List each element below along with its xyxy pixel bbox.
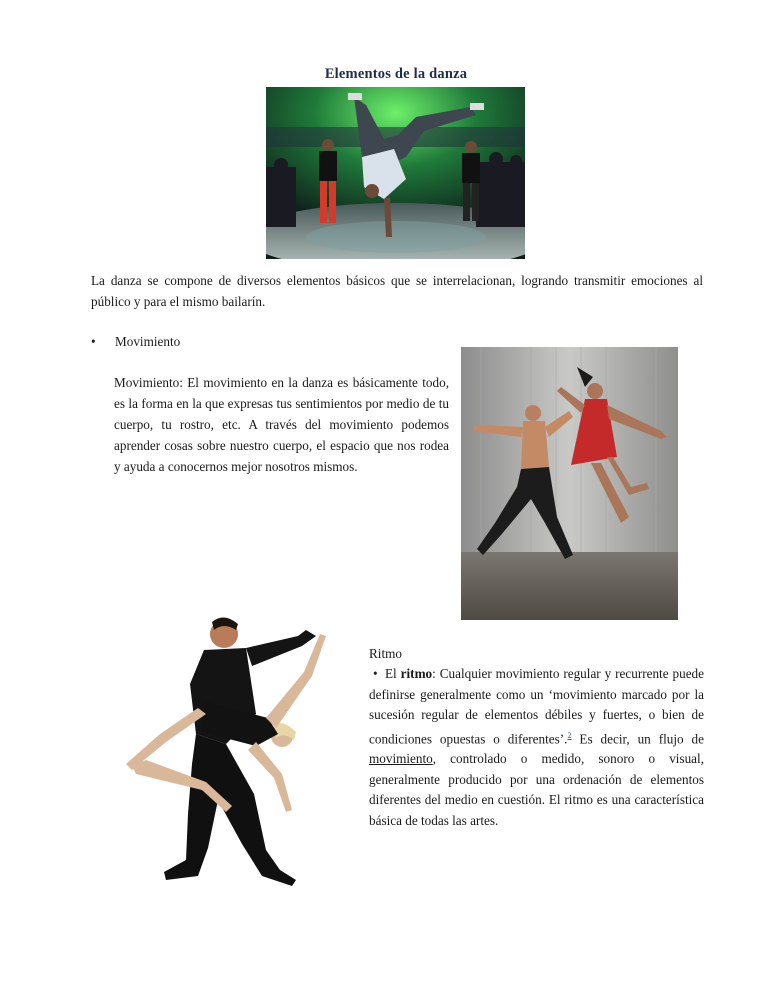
bullet-marker: • <box>91 334 96 349</box>
footnote-link[interactable]: 2 <box>567 730 572 740</box>
bullet-marker: • <box>373 666 378 681</box>
intro-paragraph: La danza se compone de diversos elementos básicos que se interrelacionan, logrando transmitir emociones al público y para el mismo bailarín. <box>91 273 703 309</box>
movimiento-paragraph: Movimiento: El movimiento en la danza es básicamente todo, es la forma en la que expresas tus sentimientos por medio de tu cuerpo, tu rostro, etc. A través del movimiento podemos aprender cosas sobre nuestro cuerpo, el espacio que nos rodea y ayuda a conocernos mejor nosotros mismos. <box>114 375 449 474</box>
bullet-movimiento <box>91 332 180 352</box>
breakdance-photo <box>266 87 525 259</box>
ritmo-heading: Ritmo <box>369 646 402 661</box>
movimiento-link[interactable]: movimiento <box>369 751 433 767</box>
movimiento-heading: Movimiento <box>115 334 181 349</box>
ritmo-paragraph <box>369 664 704 831</box>
ritmo-lead-bold: ritmo <box>400 666 433 681</box>
ritmo-text-3: , controlado o medido, sonoro o visual, generalmente producido por una ordenación de elementos diferentes del medio en cuestión. El ritmo es una característica básica de todas las artes. <box>369 751 704 828</box>
ritmo-text-2: Es decir, un flujo de <box>571 730 704 746</box>
tango-couple-photo <box>106 614 334 904</box>
page-title: Elementos de la danza <box>324 66 468 82</box>
dancers-leap-photo <box>461 347 678 620</box>
ritmo-lead-pre: El <box>385 666 401 681</box>
ritmo-text-1: : Cualquier movimiento regular y recurrente puede definirse generalmente como un ‘movimiento marcado por la sucesión regular de elementos débiles y fuertes, o bien de condiciones opuestas o diferentes’. <box>369 666 704 746</box>
